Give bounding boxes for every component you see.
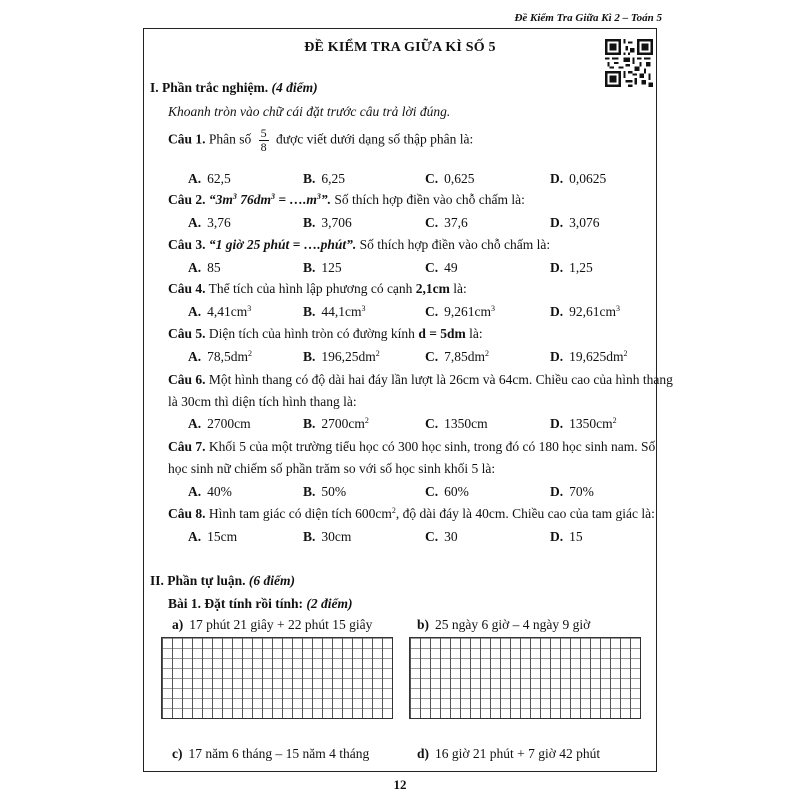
option-a[interactable]: A. 3,76 [188,215,231,230]
part1-instruction: Khoanh tròn vào chữ cái đặt trước câu trả lời đúng. [168,104,451,119]
question-7-label: Câu 7. [168,439,206,454]
exercise-1-heading [168,596,353,612]
question-3-label: Câu 3. [168,237,206,252]
option-c[interactable]: C. 49 [425,260,458,275]
question-7-line2: học sinh nữ chiếm số phần trăm so với số học sinh khối 5 là: [168,461,496,476]
question-5-bold: d = 5dm [418,326,466,341]
option-c[interactable]: C. 1350cm [425,416,488,431]
option-d[interactable]: D. 70% [550,484,594,499]
part1-heading-text: I. Phần trắc nghiệm. [150,80,269,95]
question-6 [168,372,673,388]
option-a[interactable]: A. $4,41cm^3$ [188,304,252,319]
part1-heading [150,80,318,96]
option-a[interactable]: A. 85 [188,260,221,275]
question-1-text-pre: Phân số [208,131,252,147]
exercise-d-label: d) [417,746,430,761]
question-8-label: Câu 8. [168,506,206,521]
option-a[interactable]: A. 62,5 [188,171,231,186]
question-4-text-post: là: [449,281,467,296]
part1-points: (4 điểm) [271,80,318,95]
exercise-c-label: c) [172,746,183,761]
option-d[interactable]: D. 15 [550,529,583,544]
question-1-label: Câu 1. [168,131,206,147]
option-a[interactable]: A. 15cm [188,529,238,544]
question-8 [168,506,655,522]
question-2-text-post: Số thích hợp điền vào chỗ chấm là: [331,192,525,207]
running-head: Đề Kiểm Tra Giữa Kì 2 – Toán 5 [514,12,662,24]
fraction-denominator: 8 [260,140,267,154]
question-3-expression: “1 giờ 25 phút = ….phút”. [208,237,357,252]
fraction-numerator: 5 [260,126,267,140]
question-3 [168,237,550,253]
question-8-sup: 2 [391,506,396,515]
option-d[interactable]: D. $92,61cm^3$ [550,304,620,319]
question-4 [168,281,467,297]
exercise-d-text: 16 giờ 21 phút + 7 giờ 42 phút [435,746,601,761]
question-2 [168,192,525,208]
fraction [259,127,269,154]
question-6-label: Câu 6. [168,372,206,387]
exercise-1-label: Bài 1. Đặt tính rồi tính: [168,596,304,611]
question-7-line1: Khối 5 của một trường tiểu học có 300 học sinh, trong đó có 180 học sinh nam. Số [208,439,656,454]
option-d[interactable]: D. 3,076 [550,215,600,230]
option-b[interactable]: B. 125 [303,260,342,275]
question-1-text-post: được viết dưới dạng số thập phân là: [276,131,474,147]
exercise-b [417,617,590,633]
question-6-line1: Một hình thang có độ dài hai đáy lần lượt là 26cm và 64cm. Chiều cao của hình thang [208,372,673,387]
question-8-text-pre: Hình tam giác có diện tích 600cm [208,506,392,521]
option-d[interactable]: D. $19,625dm^2$ [550,349,628,364]
part2-points: (6 điểm) [248,573,296,588]
question-5-text-pre: Diện tích của hình tròn có đường kính [208,326,419,341]
option-a[interactable]: A. 2700cm [188,416,251,431]
option-c[interactable]: C. 30 [425,529,458,544]
answer-grid-right[interactable] [409,637,641,719]
exercise-c [172,746,369,762]
exercise-b-label: b) [417,617,430,632]
question-6-line2: là 30cm thì diện tích hình thang là: [168,394,357,409]
option-c[interactable]: C. 0,625 [425,171,475,186]
question-4-bold: 2,1cm [415,281,450,296]
option-b[interactable]: B. 30cm [303,529,352,544]
exercise-d [417,746,600,762]
question-5 [168,326,483,342]
part2-heading-text: II. Phần tự luận. [150,573,246,588]
option-a[interactable]: A. 40% [188,484,232,499]
exercise-1-points: (2 điểm) [306,596,353,611]
option-b[interactable]: B. $2700cm^2$ [303,416,369,431]
question-4-text-pre: Thể tích của hình lập phương có cạnh [208,281,416,296]
part2-heading [150,573,295,589]
option-b[interactable]: B. $44,1cm^3$ [303,304,366,319]
exercise-c-text: 17 năm 6 tháng – 15 năm 4 tháng [188,746,370,761]
option-d[interactable]: D. $1350cm^2$ [550,416,617,431]
option-c[interactable]: C. $9,261cm^3$ [425,304,495,319]
answer-grid-left[interactable] [161,637,393,719]
option-b[interactable]: B. 3,706 [303,215,352,230]
page-number: 12 [393,777,407,792]
option-a[interactable]: A. $78,5dm^2$ [188,349,253,364]
exercise-a-text: 17 phút 21 giây + 22 phút 15 giây [189,617,373,632]
question-1 [168,127,473,154]
question-7 [168,439,655,455]
option-b[interactable]: B. $196,25dm^2$ [303,349,380,364]
question-5-text-post: là: [465,326,483,341]
option-b[interactable]: B. 50% [303,484,347,499]
exercise-a [172,617,372,633]
question-3-text-post: Số thích hợp điền vào chỗ chấm là: [356,237,551,252]
question-2-expression: “$3m^3$ $76dm^3$ = $\dots.m^3$”. [208,192,331,207]
option-c[interactable]: C. 60% [425,484,469,499]
option-c[interactable]: C. 37,6 [425,215,468,230]
exercise-b-text: 25 ngày 6 giờ – 4 ngày 9 giờ [435,617,591,632]
question-4-label: Câu 4. [168,281,206,296]
exercise-a-label: a) [172,617,184,632]
question-8-text-post: , độ dài đáy là 40cm. Chiều cao của tam giác là: [395,506,655,521]
option-b[interactable]: B. 6,25 [303,171,346,186]
question-2-label: Câu 2. [168,192,206,207]
exam-title: ĐỀ KIỂM TRA GIỮA KÌ SỐ 5 [304,40,496,55]
option-c[interactable]: C. $7,85dm^2$ [425,349,490,364]
option-d[interactable]: D. 1,25 [550,260,593,275]
question-5-label: Câu 5. [168,326,206,341]
option-d[interactable]: D. 0,0625 [550,171,607,186]
